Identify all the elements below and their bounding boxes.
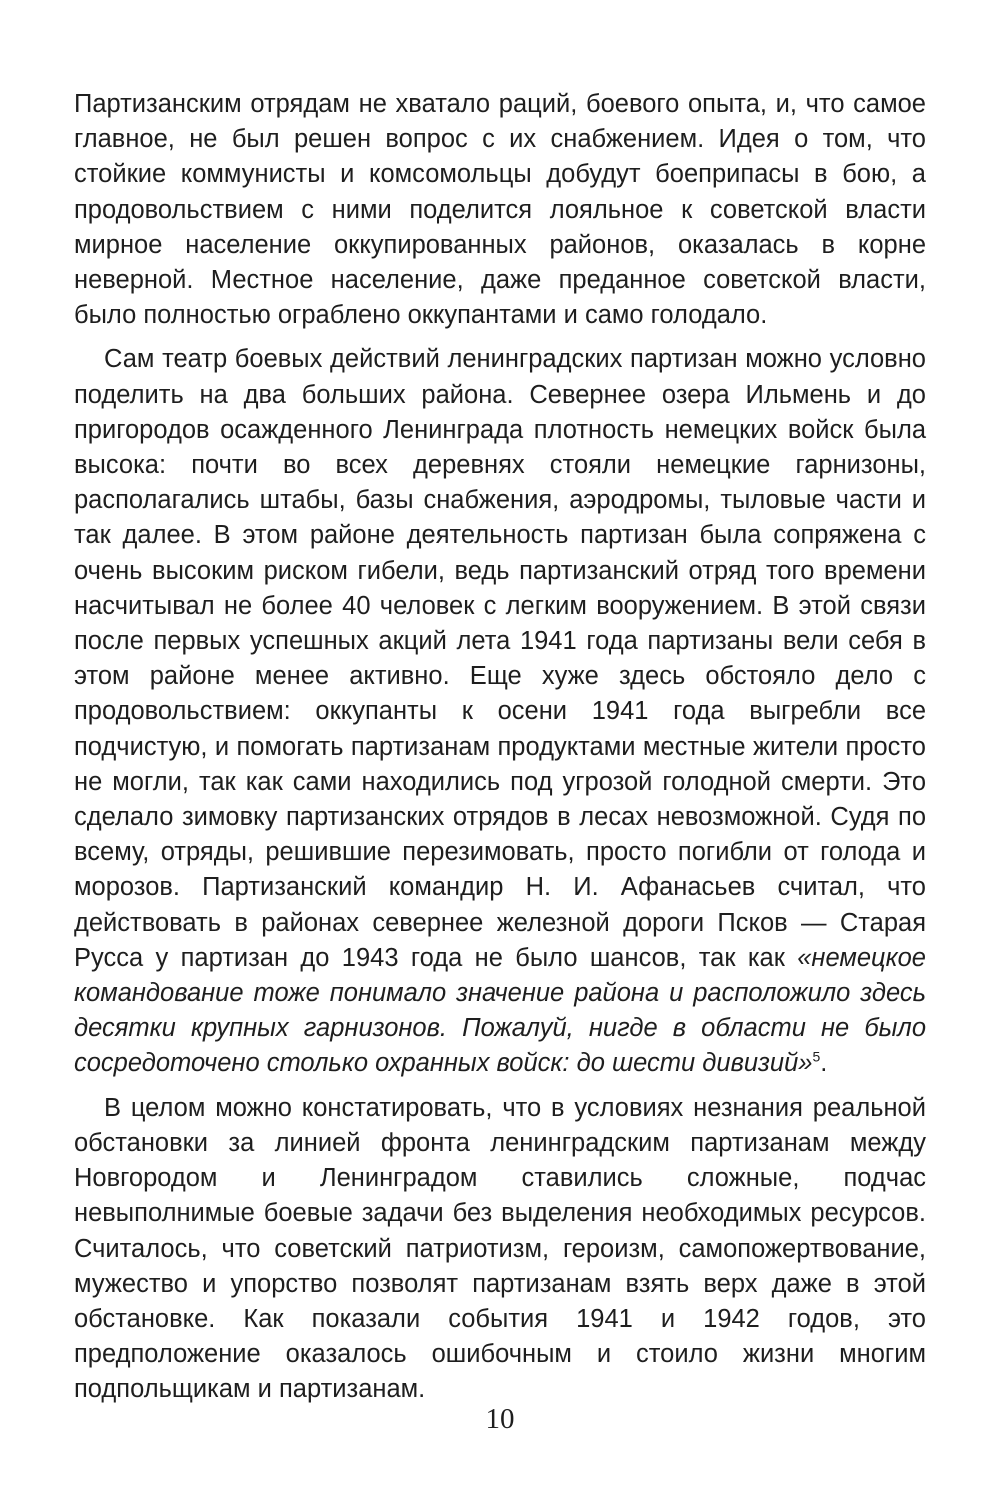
afanasyev-quote: «немецкое командование тоже понимало значение района и расположило здесь десятки крупных гарнизонов. Пожалуй, нигде в области не было сосредоточено столько охранных войск: до шести дивизий» <box>74 943 926 1078</box>
paragraph-2 <box>74 342 926 1081</box>
footnote-ref: 5 <box>812 1048 821 1065</box>
paragraph-2-text: Сам театр боевых действий ленинградских партизан можно условно поделить на два больших района. Севернее озера Ильмень и до пригородов осажденного Ленинграда плотность немецких войск была высока: почти во всех деревнях стояли немецкие гарнизоны, располагались штабы, базы снабжения, аэродромы, тыловые части и так далее. В этом районе деятельность партизан была сопряжена с очень высоким риском гибели, ведь партизанский отряд того времени насчитывал не более 40 человек с легким вооружением. В этой связи после первых успешных акций лета 1941 года партизаны вели себя в этом районе менее активно. Еще хуже здесь обстояло дело с продовольствием: оккупанты к осени 1941 года выгребли все подчистую, и помогать партизанам продуктами местные жители просто не могли, так как сами находились под угрозой голодной смерти. Это сделало зимовку партизанских отрядов в лесах невозможной. Судя по всему, отряды, решившие перезимовать, просто погибли от голода и морозов. Партизанский командир Н. И. Афанасьев считал, что действовать в районах севернее железной дороги Псков — Старая Русса у партизан до 1943 года не было шансов, так как <box>74 345 926 972</box>
paragraph-2-end: . <box>820 1049 828 1078</box>
page-body <box>74 87 926 1408</box>
paragraph-1: Партизанским отрядам не хватало раций, боевого опыта, и, что самое главное, не был решен вопрос с их снабжением. Идея о том, что стойкие коммунисты и комсомольцы добудут боеприпасы в бою, а продовольствием с ними поделится лояльное к советской власти мирное население оккупированных районов, оказалась в корне неверной. Местное население, даже преданное советской власти, было полностью ограблено оккупантами и само голодало. <box>74 90 926 330</box>
paragraph-3: В целом можно констатировать, что в условиях незнания реальной обстановки за линией фронта ленинградским партизанам между Новгородом и Ленинградом ставились сложные, подчас невыполнимые боевые задачи без выделения необходимых ресурсов. Считалось, что советский патриотизм, героизм, самопожертвование, мужество и упорство позволят партизанам взять верх даже в этой обстановке. Как показали события 1941 и 1942 годов, это предположение оказалось ошибочным и стоило жизни многим подпольщикам и партизанам. <box>74 1093 926 1404</box>
page-number: 10 <box>485 1403 515 1435</box>
